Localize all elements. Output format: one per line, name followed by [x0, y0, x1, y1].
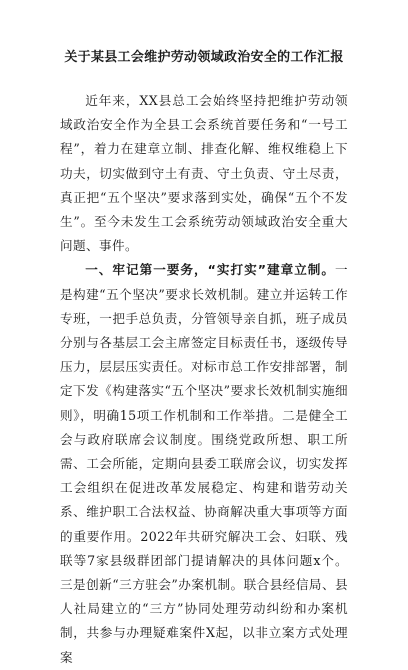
section-1-body: 一是构建“五个坚决”要求长效机制。建立并运转工作专班，一把手总负责，分管领导亲自抓，班子成员分别与各基层工会主席签定目标责任书，逐级传导压力，层层压实责任。对标市总工作安排部署，制定下发《构建落实“五个坚决”要求长效机制实施细则》，明确15项工作机制和工作举措。二是健全工会与政府联席会议制度。围绕党政所想、职工所需、工会所能，定期向县委工联席会议，切实发挥工会组织在促进改革发展稳定、构建和谐劳动关系、维护职工合法权益、协商解决重大事项等方面的重要作用。2022年共研究解决工会、妇联、残联等7家县级群团部门提请解决的具体问题x个。三是创新“三方驻会”办案机制。联合县经信局、县人社局建立的“三方”协同处理劳动纠纷和办案机制，共参与办理疑难案件X起，以非立案方式处理案 — [60, 262, 348, 665]
section-1-heading: 一、牢记第一要务，“实打实”建章立制。 — [85, 262, 335, 278]
section-1-paragraph — [60, 258, 348, 669]
document-title: 关于某县工会维护劳动领域政治安全的工作汇报 — [64, 50, 344, 65]
intro-paragraph: 近年来，XX县总工会始终坚持把维护劳动领域政治安全作为全县工会系统首要任务和“一号工程”，着力在建章立制、排查化解、维权维稳上下功夫，切实做到守土有责、守土负责、守土尽责，真正把“五个坚决”要求落到实处，确保“五个不发生”。至今未发生工会系统劳动领域政治安全重大问题、事件。 — [60, 93, 348, 254]
document-body — [60, 89, 348, 670]
